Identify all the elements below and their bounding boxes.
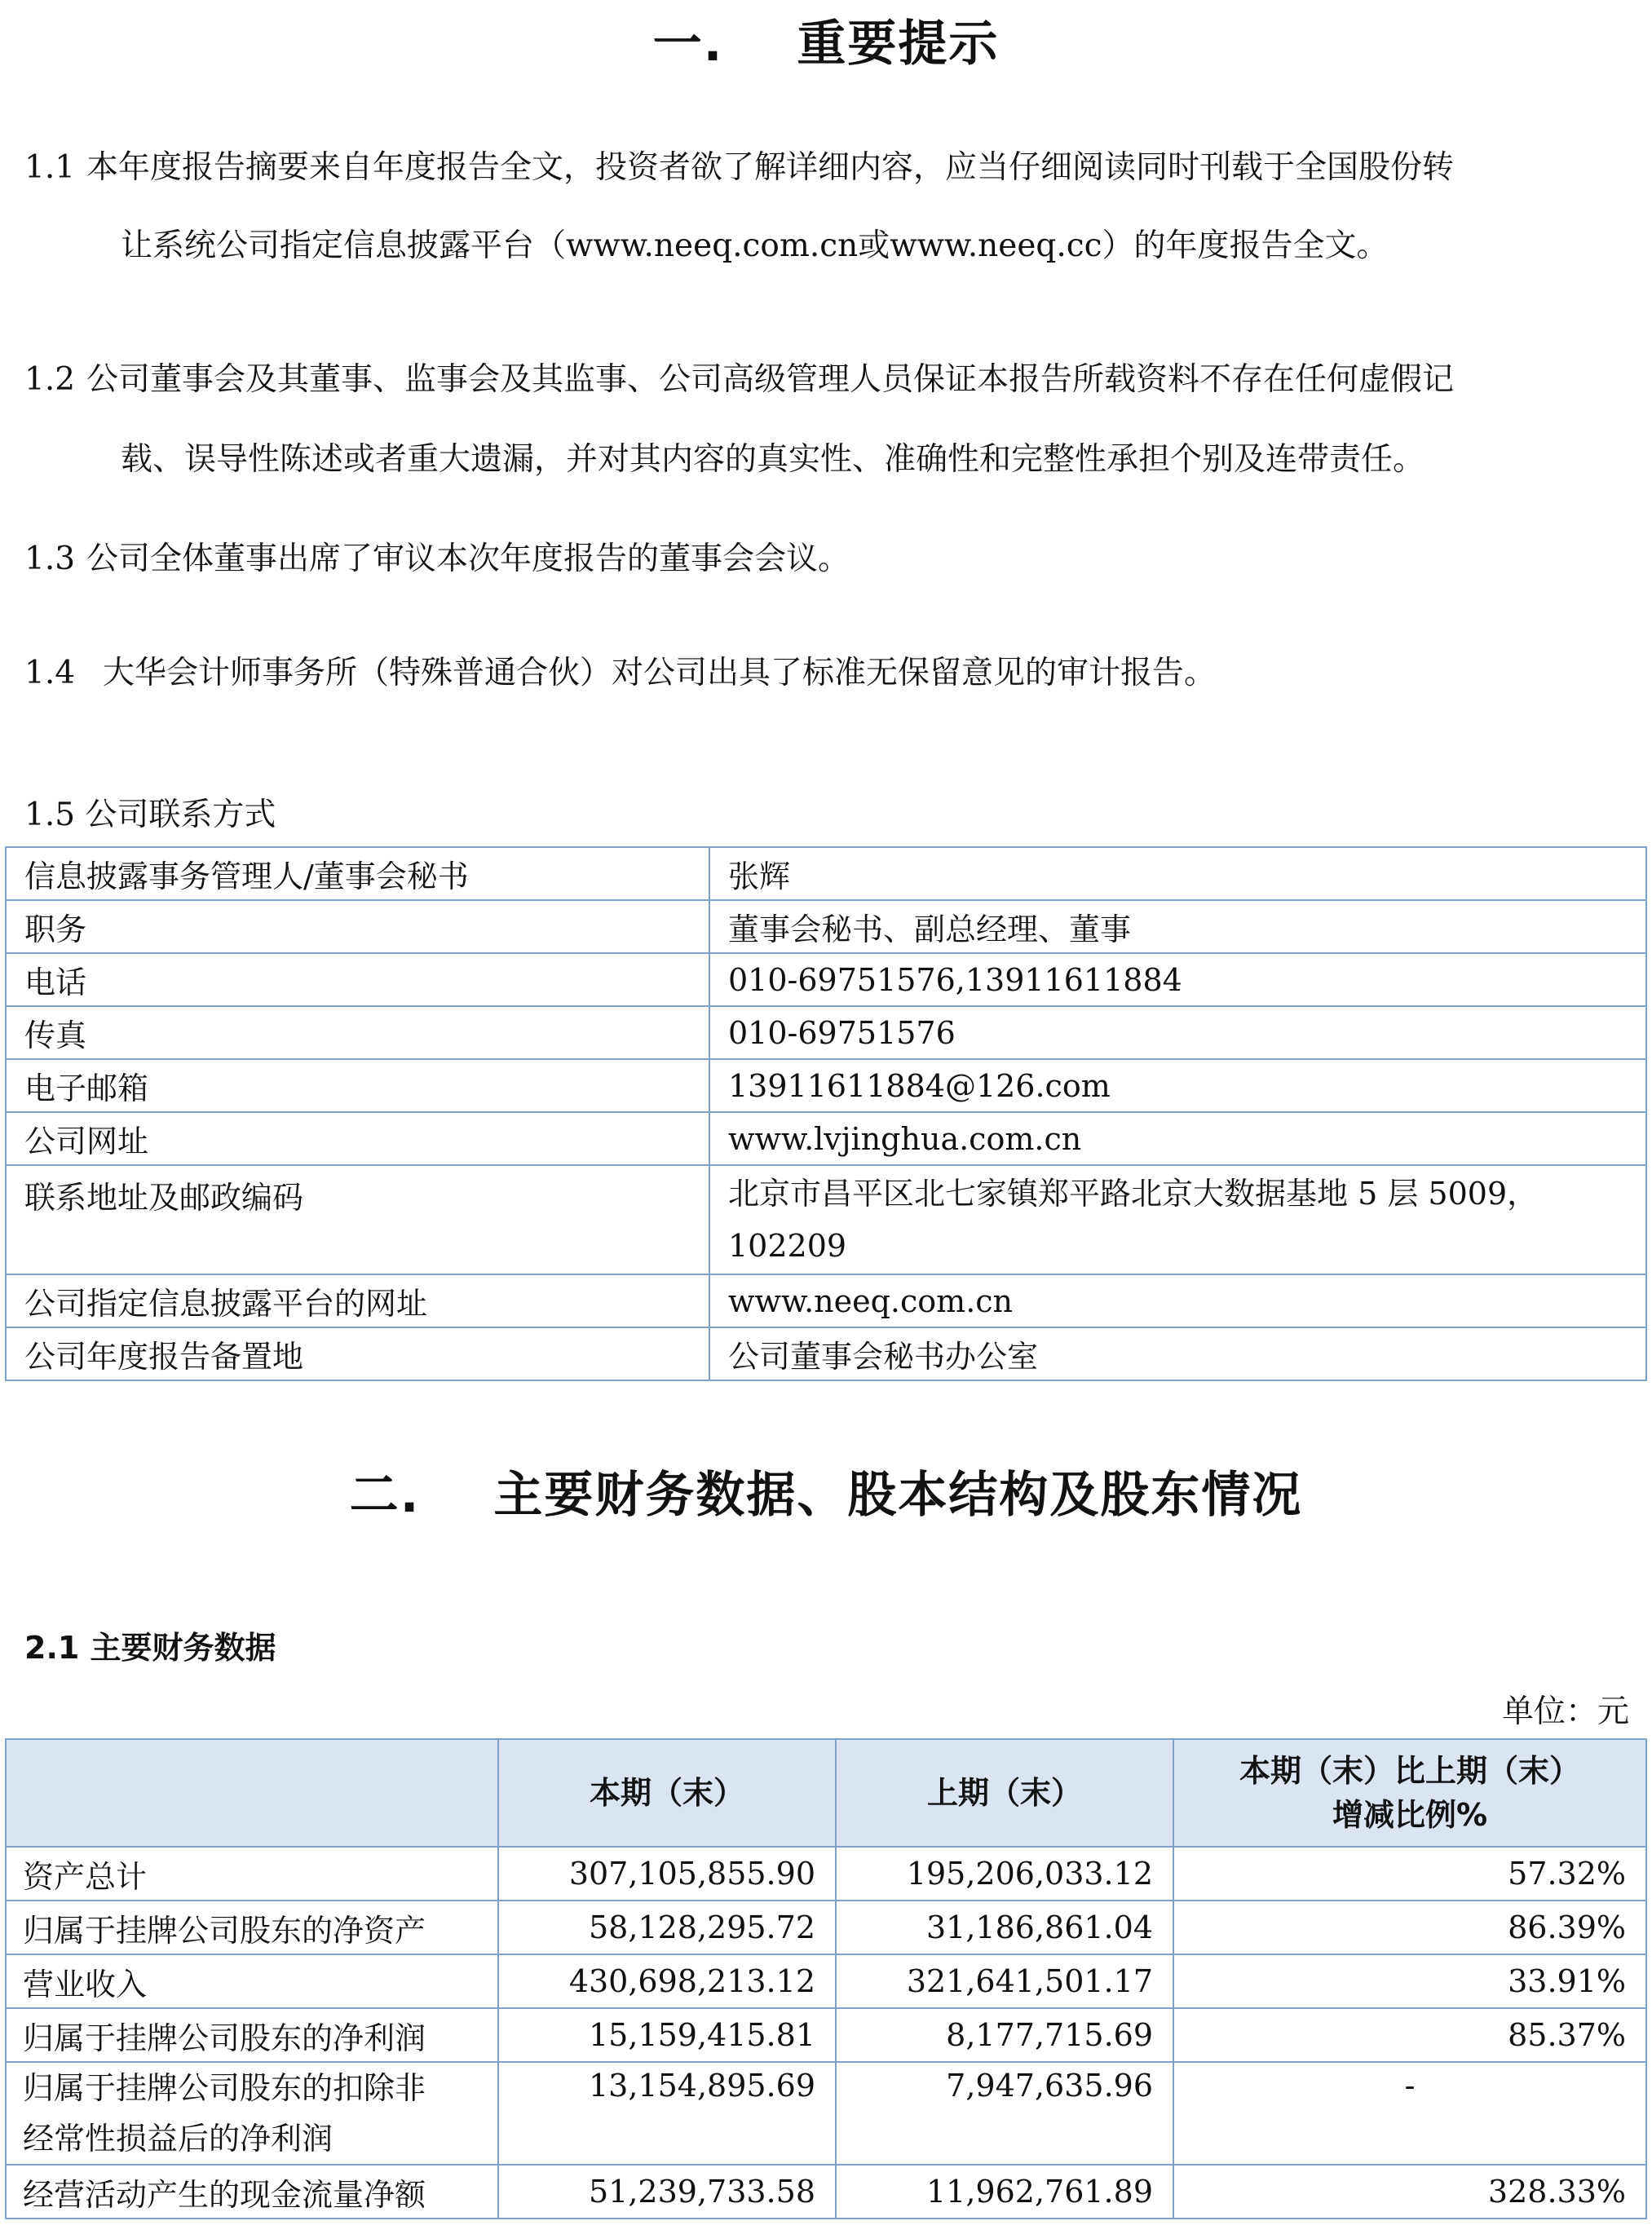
item-1-2-line2: 载、误导性陈述或者重大遗漏，并对其内容的真实性、准确性和完整性承担个别及连带责任。 — [121, 441, 1425, 478]
postal-code: 102209 — [728, 1228, 847, 1264]
table-row — [6, 1274, 1646, 1327]
item-1-4 — [24, 657, 1216, 690]
current-value: 307,105,855.90 — [498, 1847, 836, 1901]
item-number: 1.3 — [24, 541, 76, 577]
address-line: 北京市昌平区北七家镇郑平路北京大数据基地 5 层 5009， — [728, 1176, 1539, 1212]
contact-value: 010-69751576,13911611884 — [709, 953, 1646, 1006]
change-value: 86.39% — [1173, 1901, 1646, 1954]
contact-key: 公司网址 — [6, 1112, 709, 1165]
change-value: 57.32% — [1173, 1847, 1646, 1901]
item-1-1-line2: 让系统公司指定信息披露平台（www.neeq.com.cn或www.neeq.cc）的年度报告全文。 — [121, 227, 1389, 264]
row-label: 归属于挂牌公司股东的净利润 — [6, 2008, 498, 2062]
prior-value: 8,177,715.69 — [836, 2008, 1173, 2062]
table-row — [6, 1327, 1646, 1380]
table-row — [6, 1954, 1646, 2008]
contact-key: 公司年度报告备置地 — [6, 1327, 709, 1380]
prior-value: 7,947,635.96 — [836, 2062, 1173, 2165]
contact-key: 电话 — [6, 953, 709, 1006]
current-value: 430,698,213.12 — [498, 1954, 836, 2008]
unit-label: 单位：元 — [1501, 1693, 1629, 1730]
header-change-line2: 增减比例% — [1332, 1797, 1488, 1833]
row-label — [6, 2062, 498, 2165]
section-2-heading — [0, 1456, 1652, 1526]
item-1-2-line1 — [24, 361, 1455, 398]
item-text: 公司全体董事出席了审议本次年度报告的董事会会议。 — [86, 541, 850, 577]
contact-key: 公司指定信息披露平台的网址 — [6, 1274, 709, 1327]
current-value: 13,154,895.69 — [498, 2062, 836, 2165]
table-row — [6, 2008, 1646, 2062]
item-text: 大华会计师事务所（特殊普通合伙）对公司出具了标准无保留意见的审计报告。 — [103, 655, 1217, 691]
contact-address — [709, 1165, 1646, 1274]
item-text: 公司董事会及其董事、监事会及其监事、公司高级管理人员保证本报告所载资料不存在任何虚假记 — [86, 361, 1455, 398]
contact-value: www.neeq.com.cn — [709, 1274, 1646, 1327]
prior-value: 11,962,761.89 — [836, 2165, 1173, 2219]
row-label: 资产总计 — [6, 1847, 498, 1901]
current-value: 15,159,415.81 — [498, 2008, 836, 2062]
contact-email: 13911611884@126.com — [709, 1059, 1646, 1112]
header-current: 本期（末） — [498, 1739, 836, 1847]
change-value: 328.33% — [1173, 2165, 1646, 2219]
prior-value: 321,641,501.17 — [836, 1954, 1173, 2008]
table-row — [6, 1165, 1646, 1274]
row-label: 营业收入 — [6, 1954, 498, 2008]
contact-key: 信息披露事务管理人/董事会秘书 — [6, 847, 709, 900]
current-value: 58,128,295.72 — [498, 1901, 836, 1954]
change-value: 85.37% — [1173, 2008, 1646, 2062]
contact-key: 电子邮箱 — [6, 1059, 709, 1112]
header-empty — [6, 1739, 498, 1847]
item-1-3 — [24, 543, 850, 576]
contact-website: www.lvjinghua.com.cn — [709, 1112, 1646, 1165]
header-change-line1: 本期（末）比上期（末） — [1239, 1753, 1580, 1789]
section-2-title: 主要财务数据、股本结构及股东情况 — [493, 1467, 1303, 1524]
item-number: 1.1 — [24, 149, 76, 186]
prior-value: 195,206,033.12 — [836, 1847, 1173, 1901]
change-value: 33.91% — [1173, 1954, 1646, 2008]
contact-key: 职务 — [6, 900, 709, 953]
contact-heading: 1.5 公司联系方式 — [24, 797, 276, 833]
table-row — [6, 1059, 1646, 1112]
contact-table — [5, 846, 1647, 1381]
contact-value: 010-69751576 — [709, 1006, 1646, 1059]
row-label: 经营活动产生的现金流量净额 — [6, 2165, 498, 2219]
financial-sub-heading: 2.1 主要财务数据 — [24, 1630, 276, 1666]
financial-table — [5, 1738, 1647, 2219]
change-value: - — [1173, 2062, 1646, 2165]
contact-value: 公司董事会秘书办公室 — [709, 1327, 1646, 1380]
row-label-line1: 归属于挂牌公司股东的扣除非 — [23, 2070, 426, 2106]
item-number: 1.4 — [24, 655, 76, 691]
table-row — [6, 2165, 1646, 2219]
table-row — [6, 2062, 1646, 2165]
table-row — [6, 847, 1646, 900]
table-row — [6, 953, 1646, 1006]
current-value: 51,239,733.58 — [498, 2165, 836, 2219]
contact-key: 传真 — [6, 1006, 709, 1059]
table-row — [6, 1006, 1646, 1059]
section-1-heading — [0, 5, 1652, 75]
table-row — [6, 1112, 1646, 1165]
section-2-number: 二. — [349, 1467, 421, 1524]
table-header-row — [6, 1739, 1646, 1847]
item-number: 1.2 — [24, 361, 76, 398]
table-row — [6, 1847, 1646, 1901]
section-1-title: 重要提示 — [797, 15, 1000, 73]
row-label: 归属于挂牌公司股东的净资产 — [6, 1901, 498, 1954]
header-change — [1173, 1739, 1646, 1847]
item-text: 本年度报告摘要来自年度报告全文，投资者欲了解详细内容，应当仔细阅读同时刊载于全国股份转 — [86, 149, 1455, 186]
item-1-1-line1 — [24, 149, 1455, 186]
prior-value: 31,186,861.04 — [836, 1901, 1173, 1954]
section-1-number: 一. — [652, 15, 724, 73]
contact-key: 联系地址及邮政编码 — [6, 1165, 709, 1274]
contact-value: 董事会秘书、副总经理、董事 — [709, 900, 1646, 953]
table-row — [6, 1901, 1646, 1954]
contact-value: 张辉 — [709, 847, 1646, 900]
table-row — [6, 900, 1646, 953]
header-prior: 上期（末） — [836, 1739, 1173, 1847]
row-label-line2: 经常性损益后的净利润 — [23, 2121, 333, 2157]
